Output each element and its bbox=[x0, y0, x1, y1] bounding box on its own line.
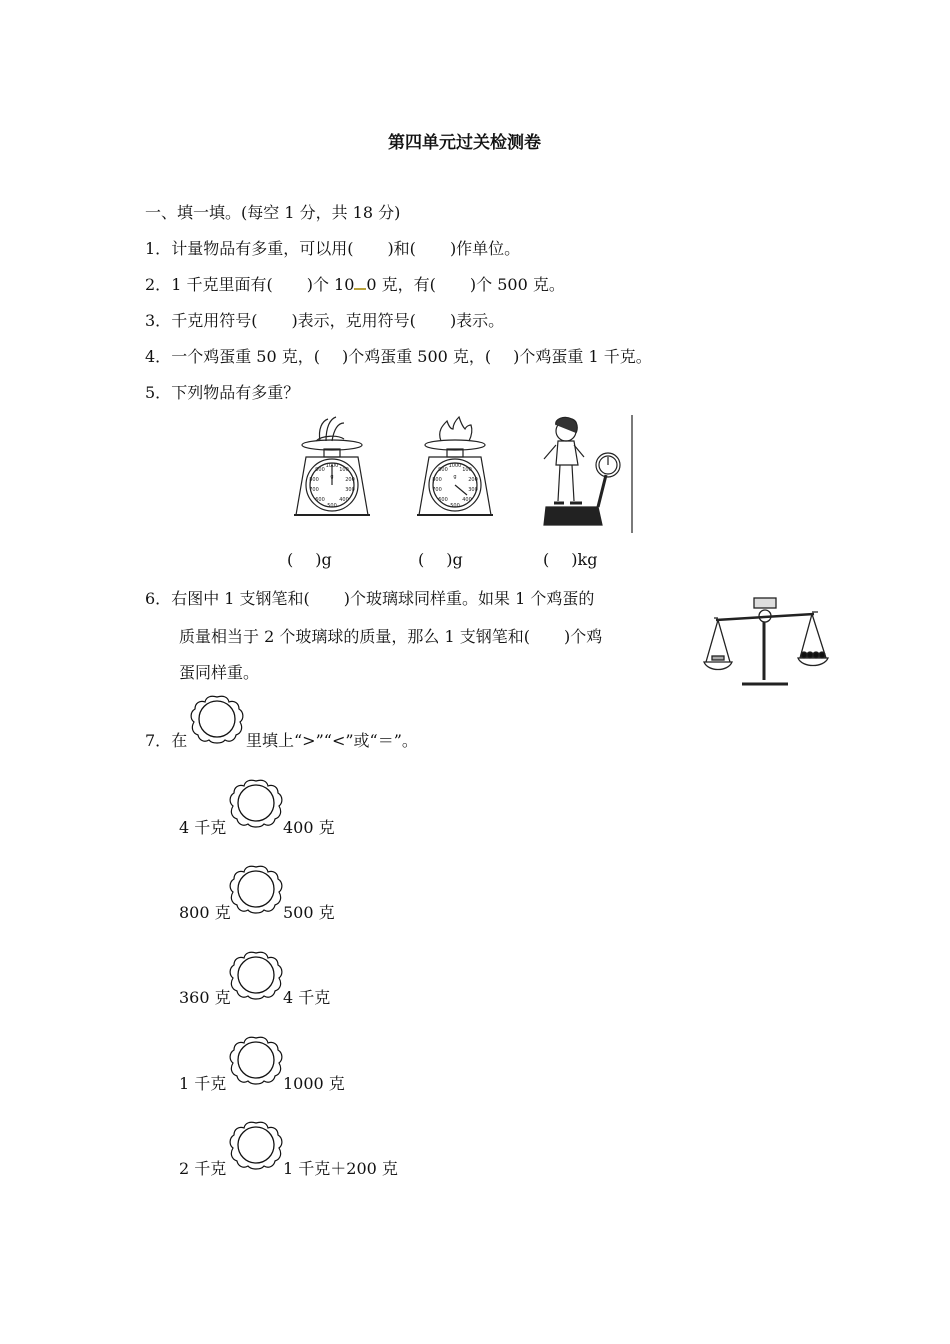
dial-label: g bbox=[330, 474, 334, 480]
compare-right: 400 克 bbox=[283, 818, 335, 837]
compare-answer-circle[interactable] bbox=[229, 1035, 283, 1085]
compare-left: 4 千克 bbox=[179, 818, 227, 837]
dial-label: 900 bbox=[315, 467, 325, 473]
compare-right: 500 克 bbox=[283, 903, 335, 922]
compare-answer-circle[interactable] bbox=[229, 778, 283, 828]
dial-label: 900 bbox=[438, 467, 448, 473]
dial-label: g bbox=[453, 474, 457, 480]
dial-label: 100 bbox=[339, 467, 349, 473]
compare-answer-circle[interactable] bbox=[229, 1120, 283, 1170]
question-7: 7．在 bbox=[145, 731, 188, 750]
dial-label: 300 bbox=[345, 487, 355, 493]
dial-label: 800 bbox=[432, 477, 442, 483]
page-title: 第四单元过关检测卷 bbox=[388, 133, 541, 153]
kitchen-scale-bananas-image bbox=[292, 415, 372, 521]
dial-label: 200 bbox=[345, 477, 355, 483]
question-2: 2．1 千克里面有( )个 10 0 克，有( )个 500 克。 bbox=[145, 275, 565, 294]
question-4: 4．一个鸡蛋重 50 克，( )个鸡蛋重 500 克，( )个鸡蛋重 1 千克。 bbox=[145, 347, 652, 366]
compare-answer-circle[interactable] bbox=[229, 864, 283, 914]
question-5: 5．下列物品有多重？ bbox=[145, 383, 300, 402]
answer-scale-2: ( )g bbox=[418, 550, 463, 569]
question-6-line-2: 质量相当于 2 个玻璃球的质量，那么 1 支钢笔和( )个鸡 bbox=[179, 627, 603, 646]
dial-label: 1000 bbox=[448, 463, 462, 469]
compare-right: 4 千克 bbox=[283, 988, 331, 1007]
highlight-underline bbox=[354, 278, 366, 290]
dial-label: 500 bbox=[327, 503, 337, 509]
balance-scale-image bbox=[702, 594, 834, 692]
compare-left: 800 克 bbox=[179, 903, 231, 922]
compare-answer-circle[interactable] bbox=[229, 950, 283, 1000]
dial-label: 600 bbox=[315, 497, 325, 503]
answer-scale-3: ( )kg bbox=[543, 550, 598, 569]
kitchen-scale-garlic-image bbox=[415, 415, 495, 521]
dial-label: 300 bbox=[468, 487, 478, 493]
dial-label: 100 bbox=[462, 467, 472, 473]
question-7-instruction: 里填上“>”“<”或“＝”。 bbox=[246, 731, 418, 750]
dial-label: 200 bbox=[468, 477, 478, 483]
dial-label: 1000 bbox=[325, 463, 339, 469]
question-6-line-3: 蛋同样重。 bbox=[179, 663, 260, 682]
dial-label: 400 bbox=[339, 497, 349, 503]
question-3: 3．千克用符号( )表示，克用符号( )表示。 bbox=[145, 311, 505, 330]
question-6-line-1: 6．右图中 1 支钢笔和( )个玻璃球同样重。如果 1 个鸡蛋的 bbox=[145, 589, 595, 608]
flower-answer-circle-icon bbox=[190, 694, 244, 744]
compare-left: 1 千克 bbox=[179, 1074, 227, 1093]
question-1: 1．计量物品有多重，可以用( )和( )作单位。 bbox=[145, 239, 521, 258]
dial-label: 800 bbox=[309, 477, 319, 483]
dial-label: 400 bbox=[462, 497, 472, 503]
dial-label: 500 bbox=[450, 503, 460, 509]
compare-right: 1 千克＋200 克 bbox=[283, 1159, 398, 1178]
compare-left: 360 克 bbox=[179, 988, 231, 1007]
compare-right: 1000 克 bbox=[283, 1074, 345, 1093]
dial-label: 700 bbox=[309, 487, 319, 493]
body-scale-person-image bbox=[540, 415, 636, 533]
compare-left: 2 千克 bbox=[179, 1159, 227, 1178]
dial-label: 700 bbox=[432, 487, 442, 493]
section-heading: 一、填一填。(每空 1 分，共 18 分) bbox=[145, 203, 401, 222]
answer-scale-1: ( )g bbox=[287, 550, 332, 569]
dial-label: 600 bbox=[438, 497, 448, 503]
